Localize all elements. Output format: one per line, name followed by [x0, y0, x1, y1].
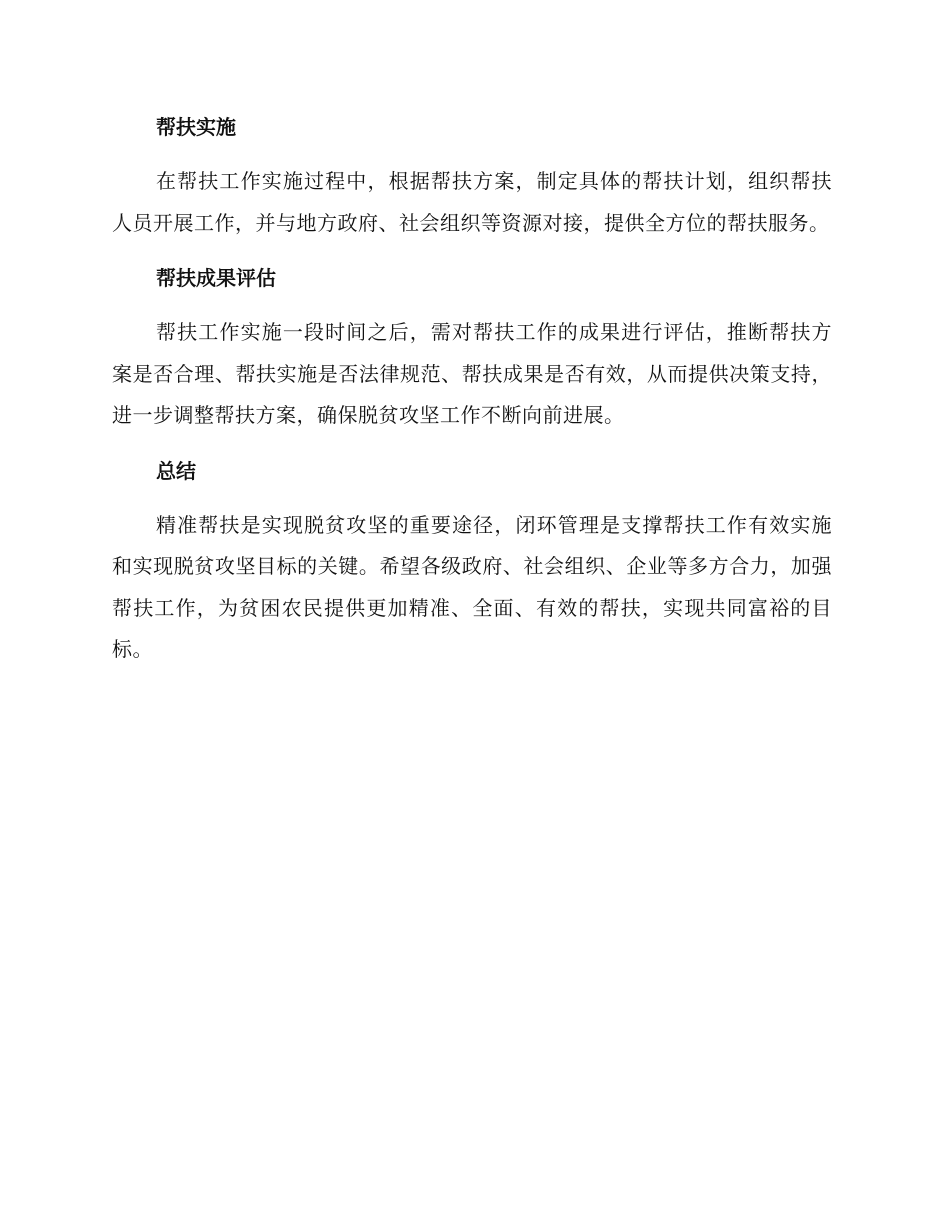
section-paragraph-evaluation: 帮扶工作实施一段时间之后，需对帮扶工作的成果进行评估，推断帮扶方案是否合理、帮扶实施是否法律规范、帮扶成果是否有效，从而提供决策支持，进一步调整帮扶方案，确保脱贫攻坚工作不断向前进展。 — [112, 320, 832, 427]
document-body — [112, 108, 832, 671]
section-heading-implementation: 帮扶实施 — [156, 115, 236, 139]
section-paragraph-implementation: 在帮扶工作实施过程中，根据帮扶方案，制定具体的帮扶计划，组织帮扶人员开展工作，并与地方政府、社会组织等资源对接，提供全方位的帮扶服务。 — [112, 169, 832, 235]
section-heading-summary: 总结 — [156, 458, 196, 483]
section-heading-evaluation: 帮扶成果评估 — [156, 266, 276, 290]
section-paragraph-summary: 精准帮扶是实现脱贫攻坚的重要途径，闭环管理是支撑帮扶工作有效实施和实现脱贫攻坚目标的关键。希望各级政府、社会组织、企业等多方合力，加强帮扶工作，为贫困农民提供更加精准、全面、有效的帮扶，实现共同富裕的目标。 — [112, 512, 832, 661]
